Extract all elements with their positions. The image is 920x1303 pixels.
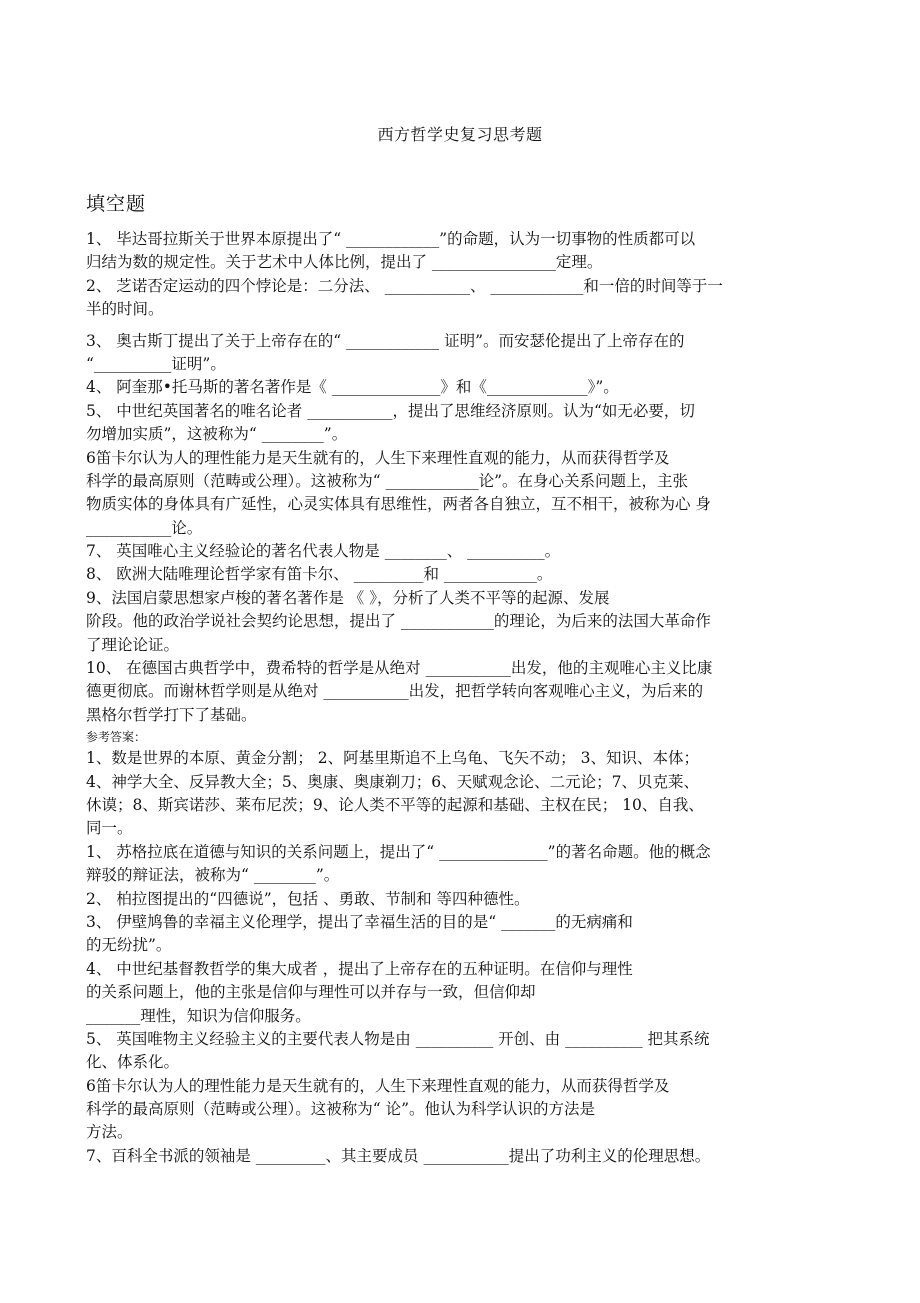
text-line: 10、 在德国古典哲学中，费希特的哲学是从绝对 ___________出发，他的主观唯心主义比康	[86, 659, 713, 678]
answer-line: 1、数是世界的本原、黄金分割； 2、阿基里斯追不上乌龟、飞矢不动； 3、知识、本体；	[86, 749, 699, 768]
text-line: 9、法国启蒙思想家卢梭的著名著作是 《 》，分析了人类不平等的起源、发展	[86, 588, 610, 607]
document-title: 西方哲学史复习思考题	[377, 125, 543, 144]
text-line: 3、 伊壁鸠鲁的幸福主义伦理学，提出了幸福生活的目的是“ _______的无病痛和	[86, 912, 633, 931]
text-line: 8、 欧洲大陆唯理论哲学家有笛卡尔、 _________和 ____________。	[86, 565, 553, 584]
text-line: 1、 苏格拉底在道德与知识的关系问题上，提出了“ ______________”的著名命题。他的概念	[86, 842, 711, 861]
text-line: 归结为数的规定性。关于艺术中人体比例，提出了 ________________定理。	[86, 253, 603, 272]
answers-label: 参考答案：	[86, 730, 147, 745]
text-line: 4、 中世纪基督教哲学的集大成者 ，提出了上帝存在的五种证明。在信仰与理性	[86, 959, 633, 978]
text-line: 物质实体的身体具有广延性，心灵实体具有思维性，两者各自独立，互不相干，被称为心 身	[86, 495, 711, 514]
text-line: 2、 芝诺否定运动的四个悖论是：二分法、 ___________、 ____________和一倍的时间等于一	[86, 276, 723, 295]
text-line: 方法。	[86, 1123, 133, 1142]
document-body	[86, 228, 806, 1168]
text-line: 的关系问题上，他的主张是信仰与理性可以并存与一致，但信仰却	[86, 983, 536, 1002]
text-line: 3、 奥古斯丁提出了关于上帝存在的“ ____________ 证明”。而安瑟伦提出了上帝存在的	[86, 331, 685, 350]
text-line: 了理论论证。	[86, 635, 180, 654]
section-title: 填空题	[86, 193, 147, 215]
text-line: 1、 毕达哥拉斯关于世界本原提出了“ ____________”的命题，认为一切事物的性质都可以	[86, 230, 696, 248]
text-line: 半的时间。	[86, 300, 164, 319]
text-line: 7、 英国唯心主义经验论的著名代表人物是 ________、 __________。	[86, 542, 561, 561]
text-line: ___________论。	[86, 518, 203, 537]
text-line: 的无纷扰”。	[86, 936, 172, 955]
text-line: 科学的最高原则（范畴或公理）。这被称为“ 论”。他认为科学认识的方法是	[86, 1100, 596, 1119]
answer-line: 同一。	[86, 819, 133, 838]
text-line: 勿增加实质”，这被称为“ ________”。	[86, 425, 348, 444]
text-line: 德更彻底。而谢林哲学则是从绝对 ___________出发，把哲学转向客观唯心主义，为后来的	[86, 682, 704, 701]
text-line: 7、百科全书派的领袖是 _________、其主要成员 ___________提出了功利主义的伦理思想。	[86, 1146, 711, 1165]
answer-line: 休谟；8、斯宾诺莎、莱布尼茨；9、论人类不平等的起源和基础、主权在民； 10、自我、	[86, 795, 704, 814]
answer-line: 4、神学大全、反异教大全；5、奥康、奥康剃刀；6、天赋观念论、二元论；7、贝克莱、	[86, 772, 699, 791]
text-line: 6笛卡尔认为人的理性能力是天生就有的，人生下来理性直观的能力，从而获得哲学及	[86, 448, 670, 467]
text-line: 6笛卡尔认为人的理性能力是天生就有的，人生下来理性直观的能力，从而获得哲学及	[86, 1076, 670, 1095]
text-line: 4、 阿奎那•托马斯的著名著作是《 ______________》和《_____________》”。	[86, 378, 619, 397]
text-line: 5、 英国唯物主义经验主义的主要代表人物是由 __________ 开创、由 __________ 把其系统	[86, 1029, 710, 1048]
text-line: 黑格尔哲学打下了基础。	[86, 705, 257, 724]
text-line: 2、 柏拉图提出的“四德说”，包括 、勇敢、节制和 等四种德性。	[86, 889, 530, 908]
text-line: 阶段。他的政治学说社会契约论思想，提出了 ____________的理论，为后来的法国大革命作	[86, 612, 711, 631]
text-line: 科学的最高原则（范畴或公理）。这被称为“ ____________论”。在身心关系问题上，主张	[86, 471, 689, 490]
text-line: “__________证明”。	[86, 354, 226, 373]
text-line: 5、 中世纪英国著名的唯名论者 ___________，提出了思维经济原则。认为“如无必要，切	[86, 401, 695, 420]
text-line: 辩驳的辩证法，被称为“ ________”。	[86, 866, 340, 885]
text-line: 化、体系化。	[86, 1053, 180, 1072]
text-line: _______理性，知识为信仰服务。	[86, 1006, 311, 1025]
